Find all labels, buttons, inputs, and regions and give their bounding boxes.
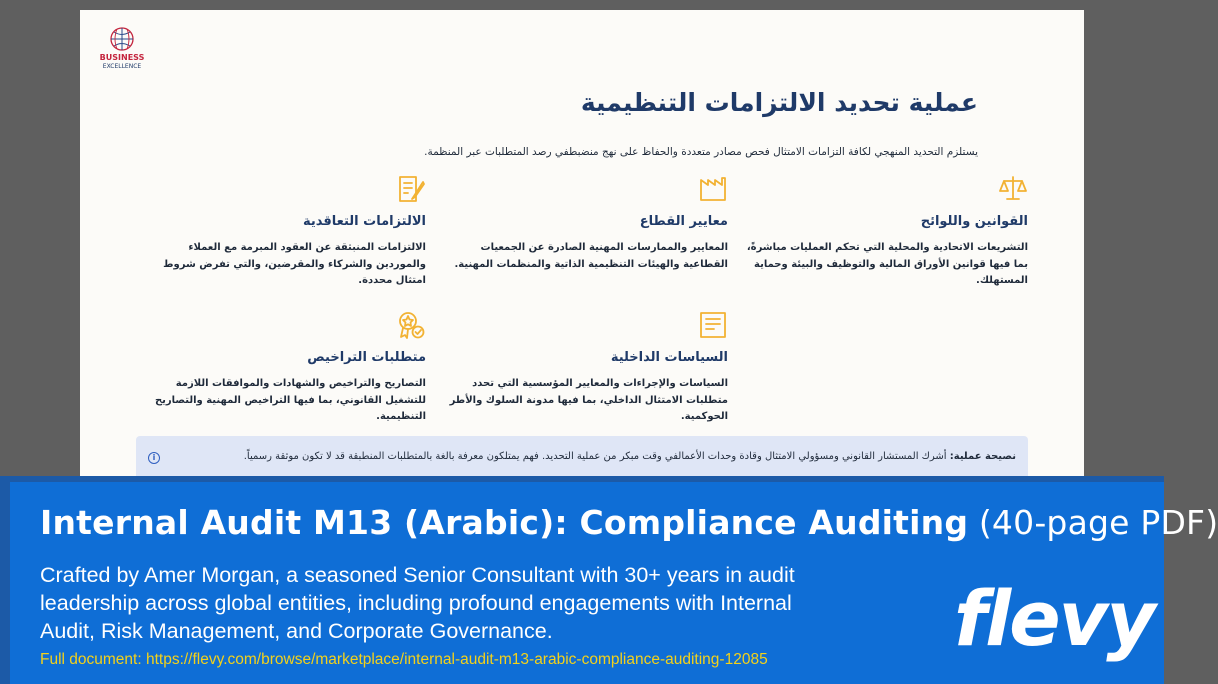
card-text: التصاريح والتراخيص والشهادات والموافقات اللازمة للتشغيل القانوني، بما فيها التراخيص المهنية والتصاريح التنظيمية.: [154, 378, 426, 422]
globe-logo-icon: [108, 26, 136, 52]
card-text: المعايير والممارسات المهنية الصادرة عن الجمعيات القطاعية والهيئات التنظيمية الذاتية والمنظمات المهنية.: [454, 242, 728, 270]
logo-line-1: BUSINESS: [99, 53, 145, 62]
flevy-logo: flevy: [954, 574, 1154, 663]
card-text: السياسات والإجراءات والمعايير المؤسسية التي تحدد متطلبات الامتثال الداخلي، بما فيها مدونة السلوك والأطر الحوكمية.: [449, 378, 728, 422]
banner-document-link[interactable]: Full document: https://flevy.com/browse/marketplace/internal-audit-m13-arabic-compliance-auditing-12085: [40, 651, 768, 668]
logo-line-2: EXCELLENCE: [102, 63, 142, 70]
card-internal-policies: [444, 310, 728, 440]
card-title: السياسات الداخلية: [610, 350, 728, 365]
tip-body: أشرك المستشار القانوني ومسؤولي الامتثال وقادة وحدات الأعمالفي وقت مبكر من عملية التحديد. فهم يمتلكون معرفة بالغة بالمتطلبات المنطبقة قد لا تكون موثقة رسمياً.: [243, 451, 947, 462]
factory-icon: [698, 174, 728, 204]
card-laws-regulations: [744, 174, 1028, 304]
banner-title: [40, 503, 1218, 542]
card-text: الالتزامات المنبثقة عن العقود المبرمة مع العملاء والموردين والشركاء والمقرضين، والتي تفرض شروط امتثال محددة.: [163, 242, 426, 286]
card-contractual-obligations: [142, 174, 426, 304]
scales-icon: [998, 174, 1028, 204]
banner-description: Crafted by Amer Morgan, a seasoned Senior Consultant with 30+ years in audit leadership across global entities, including profound engagements with Internal Audit, Risk Management, and Corporate Governance.: [40, 563, 795, 643]
info-icon: i: [148, 452, 160, 464]
slide-title: عملية تحديد الالتزامات التنظيمية: [580, 88, 978, 117]
card-title: الالتزامات التعاقدية: [302, 214, 426, 229]
card-title: القوانين واللوائح: [920, 214, 1028, 229]
card-industry-standards: [444, 174, 728, 304]
slide-subtitle: يستلزم التحديد المنهجي لكافة التزامات الامتثال فحص مصادر متعددة والحفاظ على نهج منضبطفي رصد المتطلبات عبر المنظمة.: [424, 146, 978, 158]
document-icon: [698, 310, 728, 340]
tip-text: [172, 448, 1016, 466]
document-slide: [80, 10, 1084, 480]
banner-title-light: (40-page PDF): [978, 503, 1218, 542]
company-logo: [94, 26, 150, 71]
card-text: التشريعات الاتحادية والمحلية التي تحكم العمليات مباشرةً، بما فيها قوانين الأوراق المالية والتوظيف والبيئة وحماية المستهلك.: [746, 242, 1028, 286]
card-title: معايير القطاع: [639, 214, 728, 229]
certificate-icon: [396, 310, 426, 340]
contract-icon: [396, 174, 426, 204]
tip-label: نصيحة عملية:: [949, 451, 1016, 462]
banner-title-bold: Internal Audit M13 (Arabic): Compliance Auditing: [40, 503, 969, 542]
card-licensing-requirements: [142, 310, 426, 440]
card-title: متطلبات التراخيص: [307, 350, 426, 365]
